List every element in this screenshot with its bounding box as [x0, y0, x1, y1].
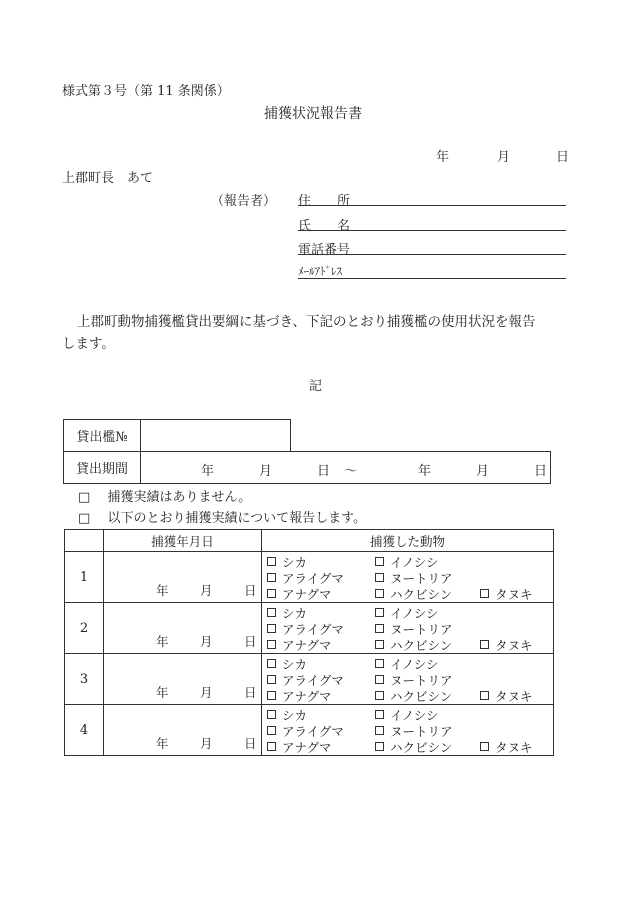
checkbox-icon	[267, 691, 276, 700]
animal-option-anaguma[interactable]: アナグマ	[267, 738, 332, 756]
checkbox-icon	[267, 589, 276, 598]
checkbox-icon	[375, 640, 384, 649]
checkbox-icon	[375, 589, 384, 598]
header-catch-date: 捕獲年月日	[104, 530, 262, 552]
period-end-month: 月	[476, 464, 490, 479]
animal-option-hakubishin[interactable]: ハクビシン	[375, 738, 452, 756]
row-number: 1	[65, 552, 104, 603]
checkbox-icon	[375, 742, 384, 751]
date-day: 日	[556, 150, 570, 165]
checkbox-icon	[375, 573, 384, 582]
animal-option-anaguma[interactable]: アナグマ	[267, 636, 332, 654]
checkbox-icon	[375, 726, 384, 735]
catch-month-label: 月	[200, 634, 213, 649]
report-catch-label: 以下のとおり捕獲実績について報告します。	[107, 511, 367, 526]
addressee: 上郡町長 あて	[62, 171, 154, 186]
catch-year-label: 年	[156, 583, 169, 598]
checkbox-icon	[267, 557, 276, 566]
catch-day-label: 日	[244, 583, 257, 598]
field-address-label: 住 所	[298, 194, 351, 209]
row-number: 4	[65, 705, 104, 756]
animal-option-anaguma[interactable]: アナグマ	[267, 585, 332, 603]
catch-day-label: 日	[244, 634, 257, 649]
animal-option-shika[interactable]: シカ	[267, 706, 307, 724]
row-number: 2	[65, 603, 104, 654]
catch-year-label: 年	[156, 634, 169, 649]
checkbox-icon	[267, 710, 276, 719]
animal-option-inoshishi[interactable]: イノシシ	[375, 706, 438, 724]
checkbox-icon	[267, 726, 276, 735]
animal-options	[262, 654, 554, 705]
catch-day-label: 日	[244, 685, 257, 700]
animal-option-inoshishi[interactable]: イノシシ	[375, 553, 438, 571]
checkbox-icon	[267, 675, 276, 684]
catch-month-label: 月	[200, 685, 213, 700]
catch-date-field[interactable]	[104, 654, 262, 705]
cage-number-label: 貸出檻№	[64, 420, 141, 452]
reporter-label: （報告者）	[211, 194, 277, 209]
animal-option-araiguma[interactable]: アライグマ	[267, 722, 344, 740]
checkbox-icon: □	[78, 511, 91, 526]
document-title: 捕獲状況報告書	[264, 106, 362, 122]
body-text-line2: します。	[62, 336, 115, 352]
checkbox-icon	[267, 659, 276, 668]
header-animal: 捕獲した動物	[262, 530, 554, 552]
animal-option-anaguma[interactable]: アナグマ	[267, 687, 332, 705]
animal-options	[262, 603, 554, 654]
animal-option-hakubishin[interactable]: ハクビシン	[375, 687, 452, 705]
checkbox-icon	[480, 742, 489, 751]
animal-options	[262, 552, 554, 603]
rental-info-table	[63, 419, 551, 484]
checkbox-icon	[375, 624, 384, 633]
row-number: 3	[65, 654, 104, 705]
checkbox-icon	[375, 557, 384, 566]
phone-input-line[interactable]	[298, 254, 566, 255]
checkbox-icon	[375, 710, 384, 719]
catch-year-label: 年	[156, 685, 169, 700]
animal-option-araiguma[interactable]: アライグマ	[267, 620, 344, 638]
animal-option-tanuki[interactable]: タヌキ	[480, 636, 533, 654]
checkbox-icon	[375, 691, 384, 700]
no-catch-label: 捕獲実績はありません。	[107, 490, 252, 505]
checkbox-icon	[375, 675, 384, 684]
period-start-year: 年	[201, 464, 215, 479]
period-start-month: 月	[259, 464, 273, 479]
period-end-day: 日	[534, 464, 548, 479]
catch-month-label: 月	[200, 583, 213, 598]
checkbox-icon	[267, 573, 276, 582]
catch-date-field[interactable]	[104, 603, 262, 654]
animal-options	[262, 705, 554, 756]
header-blank	[65, 530, 104, 552]
animal-option-nutria[interactable]: ヌートリア	[375, 569, 453, 587]
form-number: 様式第３号（第 11 条関係）	[62, 84, 230, 99]
report-catch-checkbox[interactable]	[78, 507, 366, 526]
checkbox-icon	[267, 640, 276, 649]
checkbox-icon: □	[78, 490, 91, 505]
animal-option-araiguma[interactable]: アライグマ	[267, 569, 344, 587]
rental-period-field[interactable]	[141, 452, 551, 484]
no-catch-checkbox[interactable]	[78, 486, 251, 505]
checkbox-icon	[375, 659, 384, 668]
date-year: 年	[436, 150, 450, 165]
date-month: 月	[497, 150, 511, 165]
catch-year-label: 年	[156, 736, 169, 751]
animal-option-hakubishin[interactable]: ハクビシン	[375, 585, 452, 603]
table-row	[65, 654, 554, 705]
cage-number-field[interactable]	[141, 420, 291, 452]
animal-option-hakubishin[interactable]: ハクビシン	[375, 636, 452, 654]
field-email-label: ﾒｰﾙｱﾄﾞﾚｽ	[298, 265, 342, 278]
animal-option-shika[interactable]: シカ	[267, 604, 307, 622]
animal-option-shika[interactable]: シカ	[267, 655, 307, 673]
ki-heading: 記	[309, 379, 323, 394]
rental-period-label: 貸出期間	[64, 452, 141, 484]
body-text-line1: 上郡町動物捕獲檻貸出要綱に基づき、下記のとおり捕獲檻の使用状況を報告	[77, 314, 536, 330]
animal-option-shika[interactable]: シカ	[267, 553, 307, 571]
checkbox-icon	[267, 742, 276, 751]
checkbox-icon	[480, 589, 489, 598]
name-input-line[interactable]	[298, 230, 566, 231]
checkbox-icon	[480, 691, 489, 700]
table-row	[65, 552, 554, 603]
email-input-line[interactable]	[298, 278, 566, 279]
animal-option-nutria[interactable]: ヌートリア	[375, 671, 453, 689]
catch-month-label: 月	[200, 736, 213, 751]
period-start-day: 日	[317, 464, 331, 479]
checkbox-icon	[267, 608, 276, 617]
field-phone-label: 電話番号	[298, 243, 351, 258]
catch-record-table	[64, 529, 554, 756]
animal-option-tanuki[interactable]: タヌキ	[480, 738, 533, 756]
address-input-line[interactable]	[298, 205, 566, 206]
animal-option-araiguma[interactable]: アライグマ	[267, 671, 344, 689]
checkbox-icon	[375, 608, 384, 617]
table-row	[65, 705, 554, 756]
checkbox-icon	[480, 640, 489, 649]
catch-day-label: 日	[244, 736, 257, 751]
field-name-label: 氏 名	[298, 219, 351, 234]
catch-date-field[interactable]	[104, 705, 262, 756]
period-end-year: 年	[418, 464, 432, 479]
animal-option-nutria[interactable]: ヌートリア	[375, 620, 453, 638]
animal-option-inoshishi[interactable]: イノシシ	[375, 655, 438, 673]
animal-option-nutria[interactable]: ヌートリア	[375, 722, 453, 740]
catch-date-field[interactable]	[104, 552, 262, 603]
checkbox-icon	[267, 624, 276, 633]
animal-option-tanuki[interactable]: タヌキ	[480, 687, 533, 705]
period-tilde: ～	[344, 464, 358, 479]
animal-option-inoshishi[interactable]: イノシシ	[375, 604, 438, 622]
table-row	[65, 603, 554, 654]
animal-option-tanuki[interactable]: タヌキ	[480, 585, 533, 603]
